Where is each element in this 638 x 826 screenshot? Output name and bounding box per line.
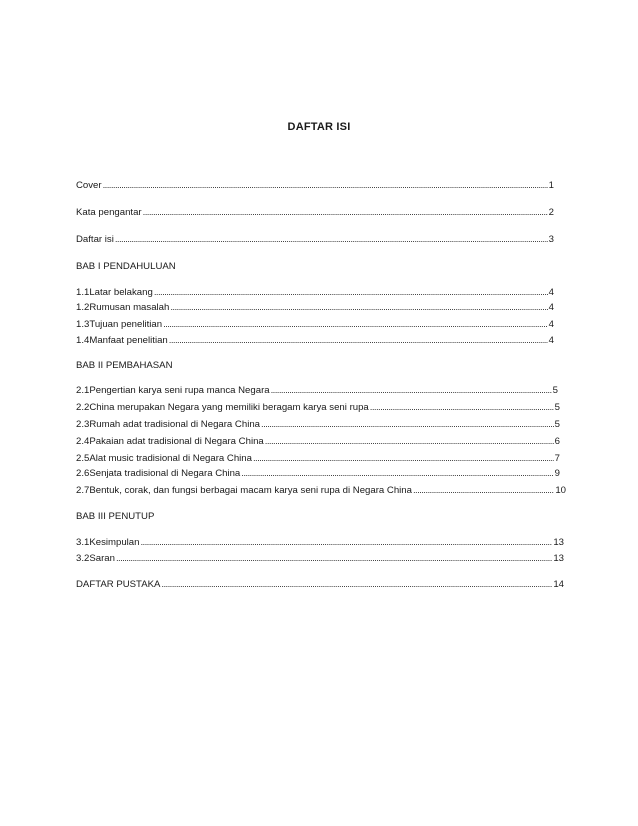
dot-leader <box>115 234 548 246</box>
toc-entry-page: 5 <box>554 402 560 413</box>
toc-entry-page: 2 <box>548 207 554 218</box>
toc-entry-label: Latar belakang <box>89 287 153 298</box>
toc-entry-2-3[interactable] <box>76 419 560 431</box>
dot-leader <box>170 302 547 314</box>
section-heading-bab1: BAB I PENDAHULUAN <box>76 261 176 272</box>
toc-entry-number: 3.2 <box>76 553 90 564</box>
toc-entry-label: Daftar isi <box>76 234 114 245</box>
toc-entry-label: Saran <box>89 553 115 564</box>
toc-entry-kata-pengantar[interactable] <box>76 207 554 219</box>
toc-entry-1-2[interactable] <box>76 302 554 314</box>
toc-entry-page: 13 <box>553 553 564 564</box>
toc-entry-1-3[interactable] <box>76 319 554 331</box>
toc-entry-number: 1.1 <box>76 287 90 298</box>
toc-entry-page: 7 <box>554 453 560 464</box>
toc-entry-1-4[interactable] <box>76 335 554 347</box>
dot-leader <box>103 180 548 192</box>
toc-entry-daftar-pustaka[interactable] <box>76 579 564 591</box>
toc-entry-page: 10 <box>555 485 566 496</box>
toc-entry-page: 13 <box>553 537 564 548</box>
dot-leader <box>140 537 552 549</box>
toc-entry-3-1[interactable] <box>76 537 564 549</box>
toc-entry-label: Senjata tradisional di Negara China <box>89 468 241 479</box>
toc-entry-2-6[interactable] <box>76 468 560 480</box>
dot-leader <box>143 207 548 219</box>
toc-entry-page: 5 <box>554 419 560 430</box>
toc-entry-label: China merupakan Negara yang memiliki beragam karya seni rupa <box>89 402 369 413</box>
toc-entry-page: 3 <box>548 234 554 245</box>
toc-entry-page: 5 <box>552 385 558 396</box>
dot-leader <box>116 553 552 565</box>
toc-entry-label: Bentuk, corak, dan fungsi berbagai macam karya seni rupa di Negara China <box>89 485 412 496</box>
dot-leader <box>161 579 552 591</box>
toc-entry-number: 1.2 <box>76 302 90 313</box>
toc-entry-page: 9 <box>554 468 560 479</box>
toc-entry-page: 6 <box>554 436 560 447</box>
toc-entry-2-5[interactable] <box>76 453 560 465</box>
toc-entry-page: 1 <box>548 180 554 191</box>
dot-leader <box>163 319 548 331</box>
dot-leader <box>413 485 554 497</box>
toc-entry-label: Kata pengantar <box>76 207 142 218</box>
toc-entry-1-1[interactable] <box>76 287 554 299</box>
toc-entry-label: DAFTAR PUSTAKA <box>76 579 161 590</box>
toc-entry-3-2[interactable] <box>76 553 564 565</box>
toc-entry-label: Alat music tradisional di Negara China <box>89 453 252 464</box>
dot-leader <box>265 436 554 448</box>
toc-entry-number: 1.4 <box>76 335 90 346</box>
section-heading-bab2: BAB II PEMBAHASAN <box>76 360 173 371</box>
toc-entry-label: Pakaian adat tradisional di Negara China <box>89 436 264 447</box>
toc-entry-number: 2.4 <box>76 436 90 447</box>
toc-entry-number: 2.2 <box>76 402 90 413</box>
toc-entry-label: Kesimpulan <box>89 537 140 548</box>
dot-leader <box>154 287 548 299</box>
toc-entry-number: 2.3 <box>76 419 90 430</box>
toc-entry-label: Manfaat penelitian <box>89 335 168 346</box>
dot-leader <box>261 419 554 431</box>
toc-entry-daftar-isi[interactable] <box>76 234 554 246</box>
page-title: DAFTAR ISI <box>287 121 351 133</box>
toc-entry-2-4[interactable] <box>76 436 560 448</box>
toc-entry-number: 1.3 <box>76 319 90 330</box>
dot-leader <box>370 402 554 414</box>
section-heading-bab3: BAB III PENUTUP <box>76 511 155 522</box>
toc-entry-page: 14 <box>553 579 564 590</box>
dot-leader <box>169 335 548 347</box>
toc-entry-2-1[interactable] <box>76 385 558 397</box>
toc-entry-number: 2.1 <box>76 385 90 396</box>
toc-entry-label: Rumusan masalah <box>89 302 170 313</box>
toc-entry-page: 4 <box>548 319 554 330</box>
dot-leader <box>271 385 552 397</box>
toc-entry-cover[interactable] <box>76 180 554 192</box>
toc-entry-number: 2.7 <box>76 485 90 496</box>
toc-entry-label: Cover <box>76 180 102 191</box>
toc-entry-number: 3.1 <box>76 537 90 548</box>
toc-entry-page: 4 <box>548 287 554 298</box>
toc-entry-label: Pengertian karya seni rupa manca Negara <box>89 385 270 396</box>
toc-entry-2-2[interactable] <box>76 402 560 414</box>
dot-leader <box>241 468 553 480</box>
toc-entry-number: 2.5 <box>76 453 90 464</box>
toc-entry-label: Tujuan penelitian <box>89 319 163 330</box>
toc-entry-2-7[interactable] <box>76 485 566 497</box>
toc-entry-page: 4 <box>548 302 554 313</box>
dot-leader <box>253 453 554 465</box>
toc-entry-page: 4 <box>548 335 554 346</box>
toc-entry-label: Rumah adat tradisional di Negara China <box>89 419 260 430</box>
toc-entry-number: 2.6 <box>76 468 90 479</box>
